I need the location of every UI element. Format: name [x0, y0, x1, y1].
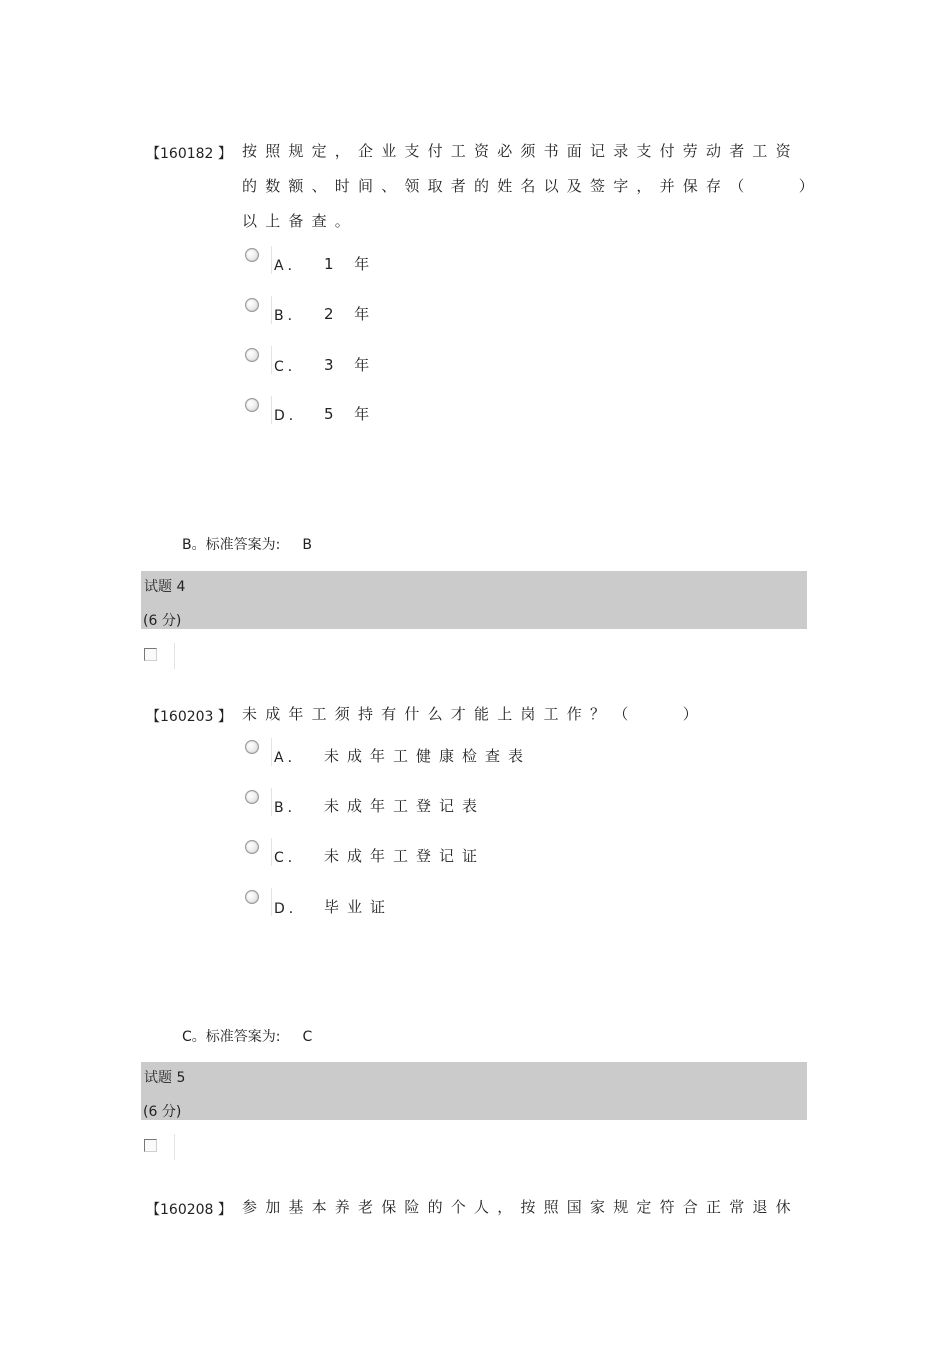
standard-answer — [182, 534, 312, 554]
flag-checkbox-icon — [144, 1139, 157, 1152]
option-text: 3 年 — [324, 356, 378, 374]
option-text: 5 年 — [324, 405, 378, 423]
radio-button-icon — [245, 890, 259, 904]
option-letter: B． — [274, 308, 306, 324]
option-letter: B． — [274, 800, 306, 816]
option-text: 2 年 — [324, 305, 378, 323]
option-d-radio[interactable] — [242, 396, 272, 424]
question-text-line: 参加基本养老保险的个人，按照国家规定符合正常退休 — [242, 1198, 799, 1216]
radio-button-icon — [245, 348, 259, 362]
radio-button-icon — [245, 790, 259, 804]
question-id: 【160208 】 — [146, 1202, 232, 1218]
option-text: 1 年 — [324, 255, 378, 273]
option-a-radio[interactable] — [242, 738, 272, 766]
flag-checkbox-icon — [144, 648, 157, 661]
option-text: 未成年工登记表 — [324, 797, 486, 815]
option-letter: C． — [274, 359, 306, 375]
answer-value: C — [302, 1029, 313, 1045]
question-number: 试题 5 — [144, 1070, 186, 1086]
question-id: 【160182 】 — [146, 146, 232, 162]
option-b-radio[interactable] — [242, 788, 272, 816]
answer-label: B。标准答案为: — [182, 537, 281, 553]
answer-label: C。标准答案为: — [182, 1029, 281, 1045]
question-text-line: 的数额、时间、领取者的姓名以及签字，并保存（ ） — [242, 177, 823, 195]
radio-button-icon — [245, 248, 259, 262]
option-c-radio[interactable] — [242, 838, 272, 866]
standard-answer — [182, 1026, 312, 1046]
question-id: 【160203 】 — [146, 709, 232, 725]
option-letter: C． — [274, 850, 306, 866]
radio-button-icon — [245, 840, 259, 854]
flag-question-checkbox[interactable] — [141, 1134, 175, 1160]
question-number: 试题 4 — [144, 579, 186, 595]
option-c-radio[interactable] — [242, 346, 272, 374]
question-score: (6 分) — [143, 613, 182, 629]
option-a-radio[interactable] — [242, 246, 272, 274]
option-text: 毕业证 — [324, 898, 394, 916]
radio-button-icon — [245, 398, 259, 412]
option-text: 未成年工健康检查表 — [324, 747, 532, 765]
question-text-line: 未成年工须持有什么才能上岗工作？（ ） — [242, 705, 707, 723]
answer-value: B — [302, 537, 312, 553]
option-text: 未成年工登记证 — [324, 847, 486, 865]
flag-question-checkbox[interactable] — [141, 643, 175, 669]
question-header — [141, 1062, 807, 1120]
option-letter: A． — [274, 258, 306, 274]
radio-button-icon — [245, 740, 259, 754]
option-letter: D． — [274, 408, 307, 424]
radio-button-icon — [245, 298, 259, 312]
option-d-radio[interactable] — [242, 888, 272, 916]
option-b-radio[interactable] — [242, 296, 272, 324]
option-letter: A． — [274, 750, 306, 766]
option-letter: D． — [274, 901, 307, 917]
question-text-line: 以上备查。 — [242, 212, 359, 230]
question-score: (6 分) — [143, 1104, 182, 1120]
question-text-line: 按照规定，企业支付工资必须书面记录支付劳动者工资 — [242, 142, 799, 160]
question-header — [141, 571, 807, 629]
